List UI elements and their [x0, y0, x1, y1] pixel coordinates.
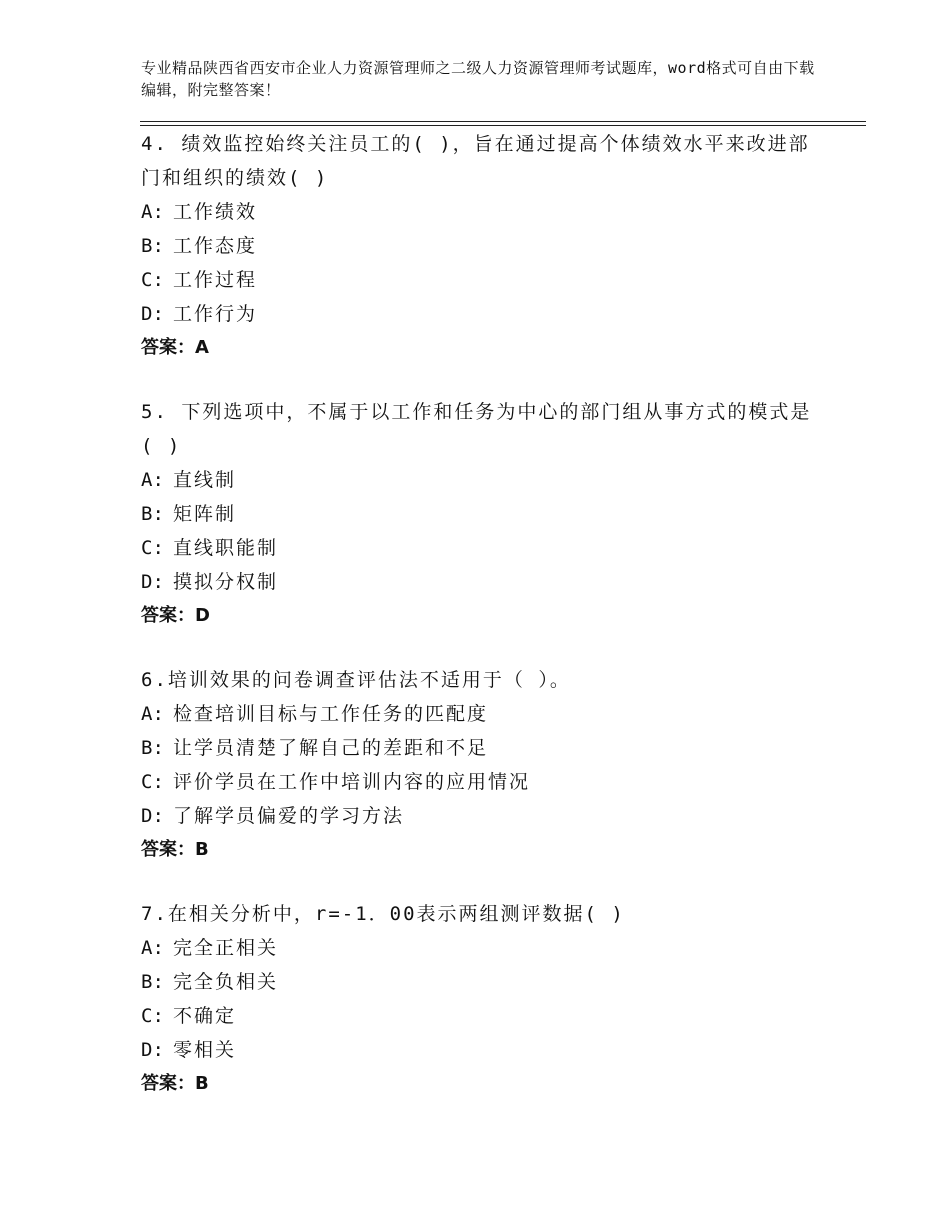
- option-d: [141, 297, 821, 331]
- option-c: [141, 765, 821, 799]
- option-text: 直线职能制: [173, 537, 279, 559]
- option-key: A:: [141, 937, 164, 959]
- option-text: 摸拟分权制: [173, 571, 279, 593]
- answer-label: 答案：: [141, 839, 195, 860]
- header-text: 专业精品陕西省西安市企业人力资源管理师之二级人力资源管理师考试题库，word格式可自由下载编辑，附完整答案！: [141, 59, 815, 99]
- option-key: D:: [141, 571, 164, 593]
- document-header: [141, 57, 821, 101]
- answer-value: B: [195, 839, 209, 860]
- option-d: [141, 799, 821, 833]
- option-key: B:: [141, 737, 164, 759]
- option-text: 工作态度: [173, 235, 258, 257]
- option-key: C:: [141, 537, 164, 559]
- answer-value: D: [195, 605, 210, 626]
- option-key: A:: [141, 469, 164, 491]
- option-b: [141, 731, 821, 765]
- header-divider-bottom: [140, 125, 866, 126]
- option-b: [141, 229, 821, 263]
- option-key: C:: [141, 771, 164, 793]
- option-d: [141, 1033, 821, 1067]
- answer-line: [141, 331, 821, 365]
- header-divider-top: [140, 121, 866, 122]
- option-b: [141, 965, 821, 999]
- option-a: [141, 931, 821, 965]
- option-c: [141, 531, 821, 565]
- option-key: D:: [141, 303, 164, 325]
- option-text: 工作行为: [173, 303, 258, 325]
- option-c: [141, 263, 821, 297]
- option-a: [141, 463, 821, 497]
- question-stem: 7.在相关分析中，r=-1．00表示两组测评数据( ): [141, 903, 625, 925]
- question-stem: 4. 绩效监控始终关注员工的( )，旨在通过提高个体绩效水平来改进部门和组织的绩效( ): [141, 133, 810, 189]
- option-d: [141, 565, 821, 599]
- option-key: B:: [141, 503, 164, 525]
- option-a: [141, 697, 821, 731]
- question-4: [141, 127, 821, 365]
- answer-value: B: [195, 1073, 209, 1094]
- answer-label: 答案：: [141, 605, 195, 626]
- option-c: [141, 999, 821, 1033]
- option-text: 工作绩效: [173, 201, 258, 223]
- option-text: 了解学员偏爱的学习方法: [173, 805, 405, 827]
- option-text: 让学员清楚了解自己的差距和不足: [173, 737, 489, 759]
- option-key: B:: [141, 971, 164, 993]
- option-key: A:: [141, 703, 164, 725]
- question-5: [141, 395, 821, 633]
- option-text: 不确定: [173, 1005, 237, 1027]
- option-text: 检查培训目标与工作任务的匹配度: [173, 703, 489, 725]
- option-text: 矩阵制: [173, 503, 237, 525]
- option-text: 零相关: [173, 1039, 237, 1061]
- answer-line: [141, 599, 821, 633]
- option-text: 评价学员在工作中培训内容的应用情况: [173, 771, 531, 793]
- answer-label: 答案：: [141, 337, 195, 358]
- option-key: A:: [141, 201, 164, 223]
- answer-line: [141, 1067, 821, 1101]
- option-key: D:: [141, 805, 164, 827]
- answer-line: [141, 833, 821, 867]
- question-stem: 6.培训效果的问卷调查评估法不适用于（ ）。: [141, 669, 571, 691]
- question-7: [141, 897, 821, 1101]
- option-key: B:: [141, 235, 164, 257]
- question-6: [141, 663, 821, 867]
- option-key: C:: [141, 269, 164, 291]
- answer-label: 答案：: [141, 1073, 195, 1094]
- answer-value: A: [195, 337, 209, 358]
- option-b: [141, 497, 821, 531]
- option-text: 完全负相关: [173, 971, 279, 993]
- option-a: [141, 195, 821, 229]
- question-stem: 5. 下列选项中，不属于以工作和任务为中心的部门组从事方式的模式是( ): [141, 401, 812, 457]
- option-text: 工作过程: [173, 269, 258, 291]
- option-text: 完全正相关: [173, 937, 279, 959]
- option-key: D:: [141, 1039, 164, 1061]
- option-text: 直线制: [173, 469, 237, 491]
- option-key: C:: [141, 1005, 164, 1027]
- question-list: [141, 127, 821, 1131]
